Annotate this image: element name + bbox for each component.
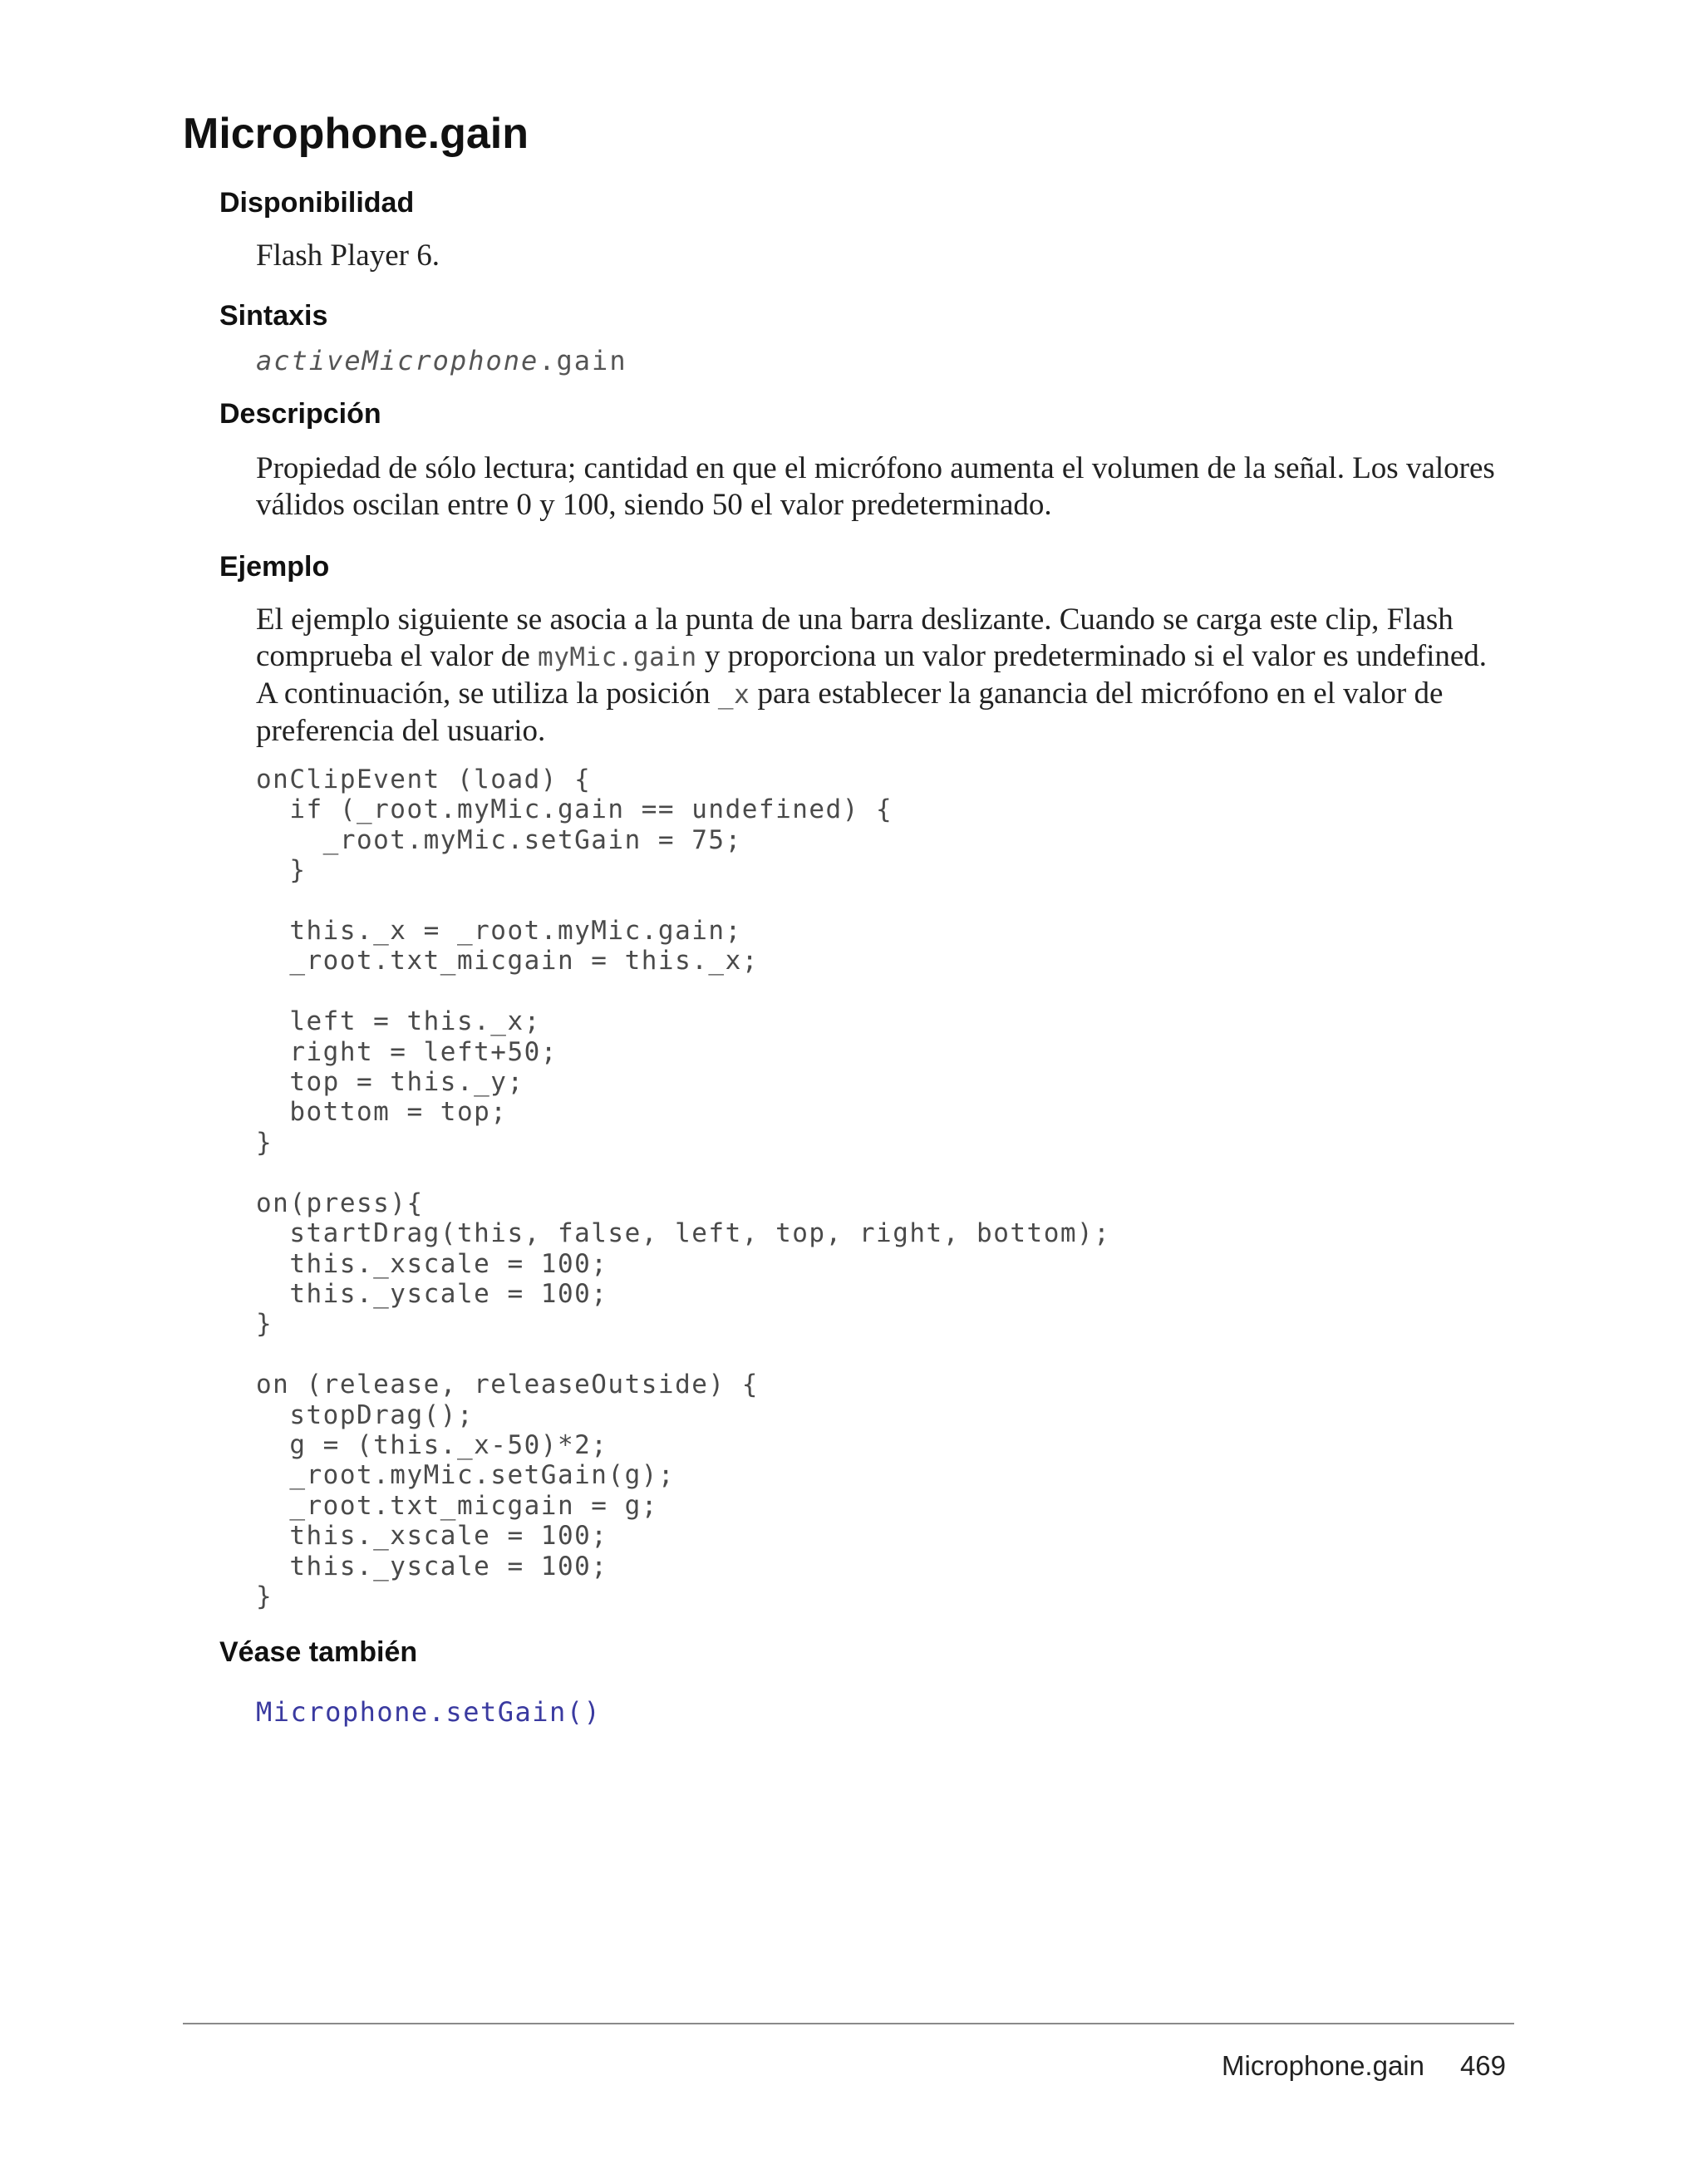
inline-code: _x [717, 680, 750, 710]
availability-heading: Disponibilidad [219, 187, 415, 219]
description-heading: Descripción [219, 398, 381, 430]
description-text: Propiedad de sólo lectura; cantidad en que el micrófono aumenta el volumen de la señal. Los valores válidos oscilan entre 0 y 100, siendo 50 el valor predeterminado. [256, 451, 1495, 522]
footer-title: Microphone.gain [1222, 2050, 1424, 2081]
syntax-property: .gain [539, 345, 627, 376]
example-heading: Ejemplo [219, 551, 330, 583]
page-number: 469 [1459, 2050, 1506, 2081]
syntax-object: activeMicrophone [256, 345, 539, 376]
syntax-heading: Sintaxis [219, 300, 328, 332]
availability-text: Flash Player 6. [256, 239, 440, 273]
example-text [256, 602, 1511, 750]
example-text-part: y proporciona un valor predeterminado si el valor es undefined. A continuación, se utiliza la posición [256, 639, 1488, 711]
syntax-line [256, 342, 627, 379]
code-block: onClipEvent (load) { if (_root.myMic.gain == undefined) { _root.myMic.setGain = 75; } this._x = _root.myMic.gain; _root.txt_micgain = this._x; left = this._x; right = left+50; top = this._y; bottom = top; } on(press){ startDrag(this, false, left, top, right, bottom); this._xscale = 100; this._yscale = 100; } on (release, releaseOutside) { stopDrag(); g = (this._x-50)*2; _root.myMic.setGain(g); _root.txt_micgain = g; this._xscale = 100; this._yscale = 100; } [256, 765, 1111, 1611]
footer-divider [183, 2023, 1514, 2024]
example-text-part: El ejemplo siguiente se asocia a la punta de una barra deslizante. Cuando se carga este clip, Flash comprueba el valor de [256, 603, 1454, 673]
inline-code: myMic.gain [538, 642, 697, 672]
see-also-link[interactable]: Microphone.setGain() [256, 1696, 602, 1728]
page-title: Microphone.gain [183, 110, 529, 158]
example-text-part: para establecer la ganancia del micrófono en el valor de preferencia del usuario. [256, 676, 1444, 748]
see-also-heading: Véase también [219, 1636, 418, 1668]
